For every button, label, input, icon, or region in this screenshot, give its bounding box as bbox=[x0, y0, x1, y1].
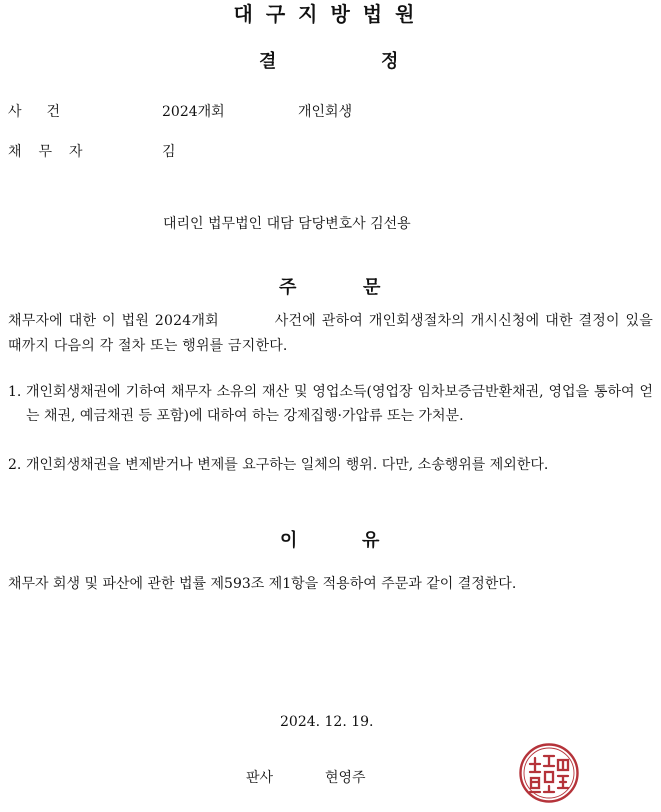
debtor-name: 김 bbox=[162, 144, 176, 160]
decision-date: 2024. 12. 19. bbox=[280, 714, 374, 730]
order-item-text: 개인회생채권을 변제받거나 변제를 요구하는 일체의 행위. 다만, 소송행위를 제외한다. bbox=[26, 457, 549, 473]
court-name: 대구지방법원 bbox=[233, 2, 428, 26]
case-name: 개인회생 bbox=[298, 104, 353, 120]
judge-seal-stamp bbox=[518, 742, 580, 804]
order-item-number: 1. bbox=[8, 384, 22, 400]
case-label: 사건 bbox=[8, 104, 86, 120]
order-item-text: 개인회생채권에 기하여 채무자 소유의 재산 및 영업소득(영업장 임차보증금반환채권, 영업을 통하여 얻는 채권, 예금채권 등 포함)에 대하여 하는 강제집행·가압류 또는 가처분. bbox=[26, 384, 653, 424]
document-type-heading bbox=[0, 47, 661, 73]
order-heading-right: 문 bbox=[363, 277, 381, 298]
order-intro-part1: 채무자에 대한 이 법원 2024개회 bbox=[8, 313, 219, 329]
document-type-right: 정 bbox=[381, 51, 399, 72]
judge-title: 판사 bbox=[246, 770, 274, 786]
order-heading bbox=[0, 273, 661, 299]
judge-name: 현영주 bbox=[325, 770, 366, 786]
order-item-2 bbox=[8, 453, 653, 501]
order-item-1 bbox=[8, 380, 653, 452]
reason-heading bbox=[0, 526, 661, 552]
reason-text: 채무자 회생 및 파산에 관한 법률 제593조 제1항을 적용하여 주문과 같이 결정한다. bbox=[8, 576, 517, 592]
reason-heading-right: 유 bbox=[362, 530, 380, 551]
case-number: 2024개회 bbox=[162, 104, 225, 120]
order-item-number: 2. bbox=[8, 457, 22, 473]
order-intro-part2: 사건에 관하여 개인회생절차의 개시신청에 대한 결정이 있을 때까지 다음의 각 절차 또는 행위를 금지한다. bbox=[8, 313, 653, 354]
debtor-label: 채무자 bbox=[8, 144, 100, 160]
representative: 대리인 법무법인 대담 담당변호사 김선용 bbox=[163, 216, 411, 232]
reason-heading-left: 이 bbox=[280, 530, 298, 551]
document-type-left: 결 bbox=[259, 51, 277, 72]
order-intro bbox=[8, 309, 653, 359]
order-heading-left: 주 bbox=[279, 277, 297, 298]
